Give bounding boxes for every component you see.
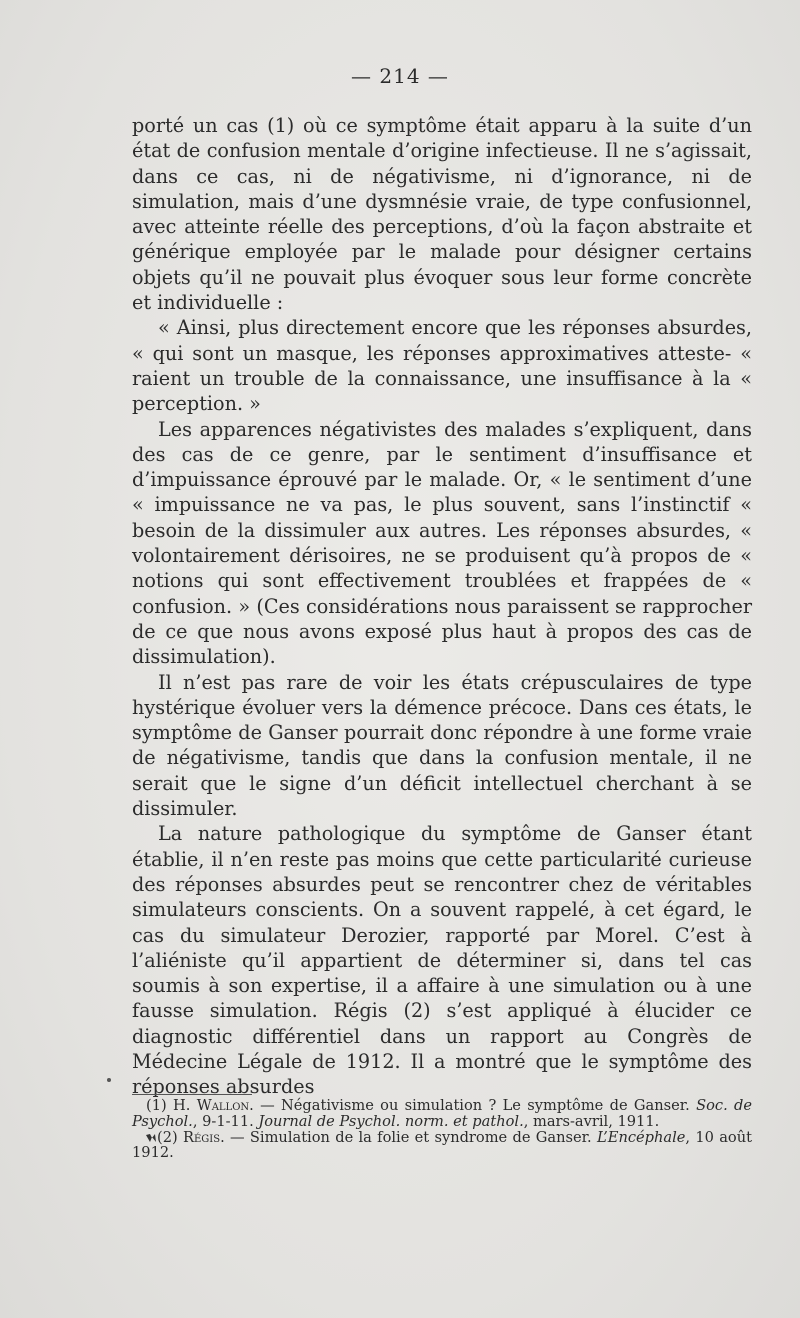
footnote-1	[132, 1098, 752, 1130]
footnote-source: Journal de Psychol. norm. et pathol.	[258, 1112, 524, 1130]
footnote-text: — Négativisme ou simulation ? Le symptôme de Ganser.	[253, 1097, 697, 1114]
footnote-2	[132, 1130, 752, 1162]
paragraph: La nature pathologique du symptôme de Ganser étant établie, il n’en reste pas moins que cette particularité curieuse des réponses absurdes peut se rencontrer chez de véritables simulateurs conscients. On a souvent rappelé, à cet égard, le cas du simulateur Derozier, rapporté par Morel. C’est à l’aliéniste qu’il appartient de déterminer si, dans tel cas soumis à son expertise, il a affaire à une simulation ou à une fausse simulation. Régis (2) s’est appliqué à élucider ce diagnostic différentiel dans un rapport au Congrès de Médecine Légale de 1912. Il a montré que le symptôme des réponses absurdes	[132, 822, 752, 1099]
margin-dot	[107, 1078, 111, 1082]
page-number: — 214 —	[351, 64, 449, 88]
footnote-source: L’Encéphale	[596, 1128, 686, 1146]
paragraph-continuation: porté un cas (1) où ce symptôme était apparu à la suite d’un état de confusion mentale d’origine infectieuse. Il ne s’agissait, dans ce cas, ni de négativisme, ni d’ignorance, ni de simulation, mais d’une dysmnésie vraie, de type confusionnel, avec atteinte réelle des perceptions, d’où la façon abstraite et générique employée par le malade pour désigner certains objets qu’il ne pouvait plus évoquer sous leur forme concrète et individuelle :	[132, 114, 752, 315]
footnote-number: (1)	[146, 1097, 167, 1114]
paragraph: Il n’est pas rare de voir les états crépusculaires de type hystérique évoluer vers la démence précoce. Dans ces états, le symptôme de Ganser pourrait donc répondre à une forme vraie de négativisme, tandis que dans la confusion mentale, il ne serait que le signe d’un déficit intellectuel cherchant à se dissimuler.	[132, 670, 752, 821]
footnote-text: , 10 août 1912.	[132, 1128, 752, 1162]
footnote-author: Régis.	[183, 1128, 225, 1146]
footnote-number: (2)	[157, 1128, 178, 1146]
footnote-source: Soc. de Psychol.	[132, 1097, 752, 1130]
ink-mark-icon	[146, 1134, 156, 1143]
footnote-text: , mars-avril, 1911.	[523, 1112, 660, 1130]
body-text	[132, 113, 752, 1100]
footnotes	[132, 1098, 752, 1161]
footnote-rule	[132, 1094, 252, 1095]
paragraph: Les apparences négativistes des malades s’expliquent, dans des cas de ce genre, par le sentiment d’insuffisance et d’impuissance éprouvé par le malade. Or, « le sentiment d’une « impuissance ne va pas, le plus souvent, sans l’instinctif « besoin de la dissimuler aux autres. Les réponses absurdes, « volontairement dérisoires, ne se produisent qu’à propos de « notions qui sont effectivement troublées et frappées de « confusion. » (Ces considérations nous paraissent se rapprocher de ce que nous avons exposé plus haut à propos des cas de dissimulation).	[132, 417, 752, 669]
footnote-author: H. Wallon.	[173, 1097, 254, 1114]
footnote-text: , 9-1-11.	[192, 1112, 259, 1130]
quote-paragraph: « Ainsi, plus directement encore que les réponses absurdes, « qui sont un masque, les réponses approximatives atteste- « raient un trouble de la connaissance, une insuffisance à la « perception. »	[132, 316, 752, 416]
footnote-text: — Simulation de la folie et syndrome de Ganser.	[224, 1128, 597, 1146]
